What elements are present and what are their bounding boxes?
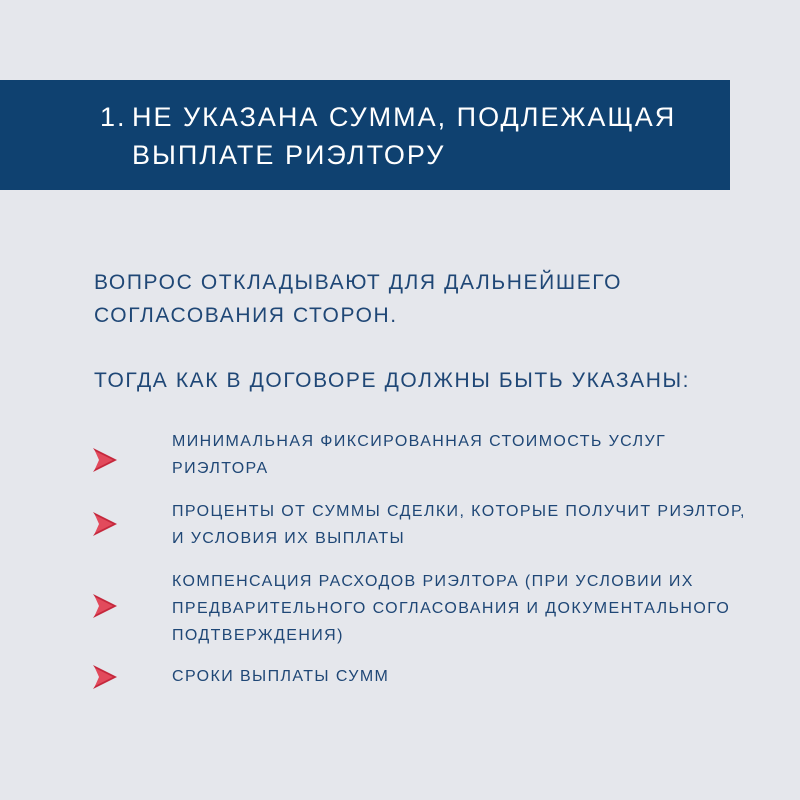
chevron-right-icon	[92, 593, 118, 619]
title-banner	[0, 80, 730, 190]
intro-text: ВОПРОС ОТКЛАДЫВАЮТ ДЛЯ ДАЛЬНЕЙШЕГО СОГЛАСОВАНИЯ СТОРОН.	[94, 271, 623, 327]
chevron-right-icon	[92, 447, 118, 473]
section-number: 1.	[100, 102, 127, 132]
chevron-right-icon	[92, 511, 118, 537]
list-item-text: МИНИМАЛЬНАЯ ФИКСИРОВАННАЯ СТОИМОСТЬ УСЛУГ РИЭЛТОРА	[172, 433, 667, 477]
list-item-text: КОМПЕНСАЦИЯ РАСХОДОВ РИЭЛТОРА (ПРИ УСЛОВИИ ИХ ПРЕДВАРИТЕЛЬНОГО СОГЛАСОВАНИЯ И ДОКУМЕНТАЛЬНОГО ПОДТВЕРЖДЕНИЯ)	[172, 573, 731, 644]
chevron-right-icon	[92, 664, 118, 690]
list-lead-text: ТОГДА КАК В ДОГОВОРЕ ДОЛЖНЫ БЫТЬ УКАЗАНЫ:	[94, 369, 691, 392]
list-item-text: СРОКИ ВЫПЛАТЫ СУММ	[172, 668, 390, 685]
page-title: НЕ УКАЗАНА СУММА, ПОДЛЕЖАЩАЯ ВЫПЛАТЕ РИЭЛТОРУ	[132, 102, 677, 170]
list-item-text: ПРОЦЕНТЫ ОТ СУММЫ СДЕЛКИ, КОТОРЫЕ ПОЛУЧИТ РИЭЛТОР, И УСЛОВИЯ ИХ ВЫПЛАТЫ	[172, 503, 746, 547]
